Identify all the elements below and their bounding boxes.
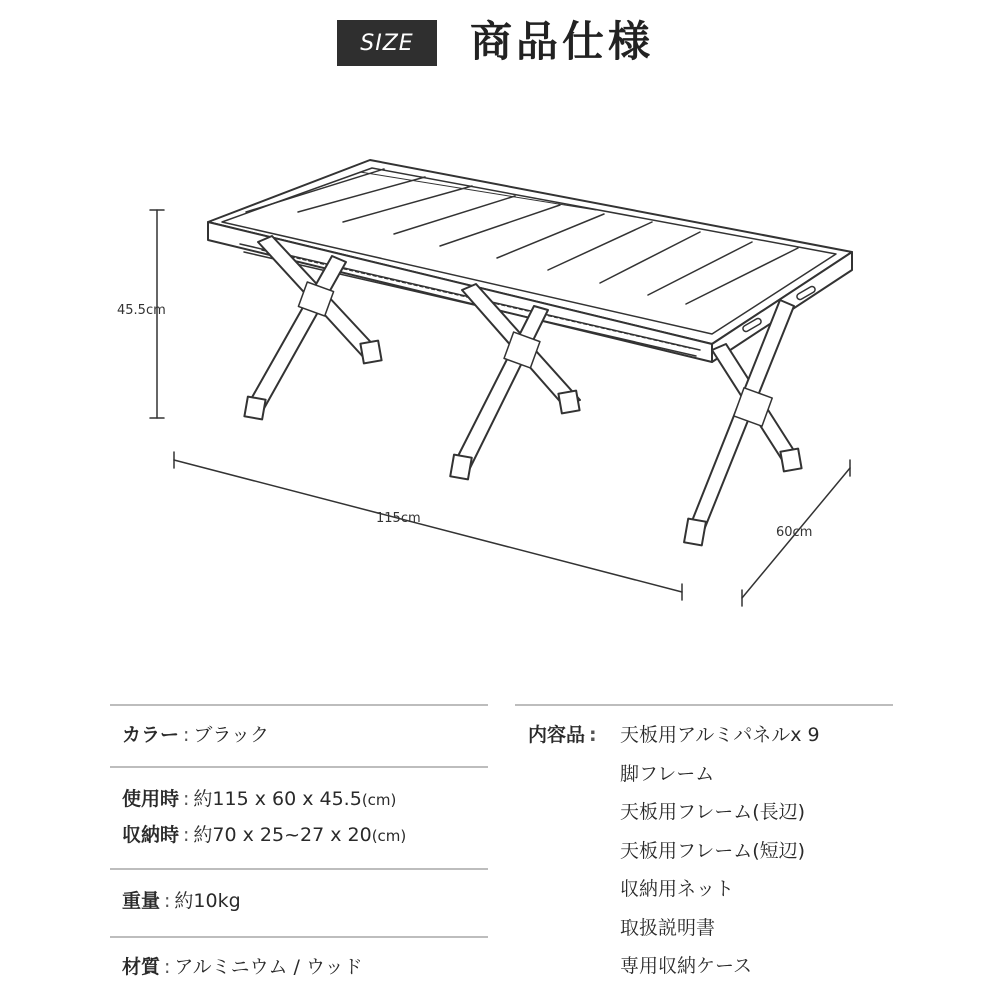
rule-left-top: [110, 704, 488, 706]
rule-after-color: [110, 766, 488, 768]
contents-label-row: [528, 720, 601, 750]
spec-material-value: アルミニウム / ウッド: [174, 956, 363, 978]
spec-stored-value: 約70 x 25~27 x 20: [193, 824, 372, 846]
spec-weight-label: 重量: [122, 890, 161, 912]
spec-stored: [122, 820, 406, 851]
height-label: 45.5cm: [117, 303, 166, 318]
contents-separator: :: [589, 724, 597, 746]
spec-material-label: 材質: [122, 956, 161, 978]
contents-item: 天板用フレーム(長辺): [620, 801, 806, 823]
spec-stored-label: 収納時: [122, 824, 180, 846]
rule-right-top: [515, 704, 893, 706]
contents-item: 収納用ネット: [620, 878, 735, 900]
spec-separator: :: [183, 824, 190, 846]
spec-stored-unit: (cm): [371, 827, 407, 845]
spec-section: [0, 700, 1000, 1000]
contents-label: 内容品: [528, 724, 586, 746]
contents-item: 取扱説明書: [620, 916, 716, 939]
spec-separator: :: [183, 788, 190, 810]
spec-in-use-value: 約115 x 60 x 45.5: [193, 788, 362, 810]
rule-after-weight: [110, 936, 488, 938]
spec-separator: :: [164, 890, 171, 912]
rule-after-size: [110, 868, 488, 870]
contents-list: [620, 720, 820, 990]
spec-color: [122, 720, 269, 750]
width-label: 115cm: [376, 511, 421, 526]
spec-in-use: [122, 784, 396, 815]
page-title: 商品仕様: [470, 17, 655, 66]
spec-color-value: ブラック: [193, 724, 270, 746]
spec-weight-value: 約10kg: [174, 890, 241, 912]
contents-item: 脚フレーム: [620, 762, 715, 785]
spec-separator: :: [183, 724, 190, 746]
depth-label: 60cm: [776, 525, 813, 540]
spec-in-use-label: 使用時: [122, 788, 180, 810]
spec-color-label: カラー: [122, 724, 180, 746]
spec-material: [122, 952, 363, 982]
size-badge: SIZE: [337, 20, 437, 66]
contents-item: 天板用アルミパネルx 9: [620, 724, 820, 746]
contents-item: 専用収納ケース: [620, 955, 753, 977]
spec-weight: [122, 886, 241, 916]
spec-in-use-unit: (cm): [361, 791, 397, 809]
width-dimension-line: [174, 452, 682, 600]
contents-item: 天板用フレーム(短辺): [620, 839, 806, 862]
spec-separator: :: [164, 956, 171, 978]
